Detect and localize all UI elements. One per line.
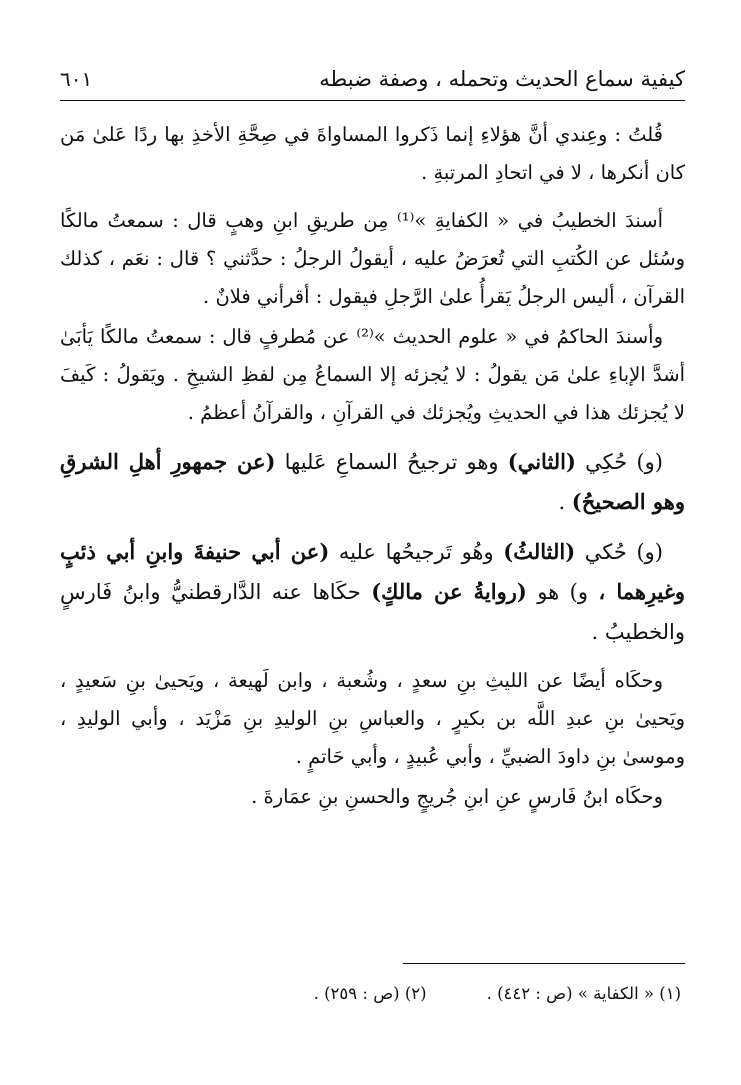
page-header	[60, 58, 685, 101]
paragraph-third-opinion	[60, 532, 685, 652]
paragraph-ibn-faris: وحكَاه ابنُ فَارسٍ عنِ ابنِ جُريجٍ والحسنِ بنِ عمَارةَ .	[251, 785, 663, 808]
paragraph-hakim: وأسندَ الحاكمُ في « علوم الحديث »⁽²⁾ عن مُطرفٍ قال : سمعتُ مالكًا يَأبَىٰ أشدَّ الإباءِ علىٰ مَن يقولُ : لا يُجزئه إلا السماعُ مِن لفظِ الشيخِ . ويَقولُ : كَيفَ لا يُجزئك هذا في الحديثِ ويُجزئك في القرآنِ ، والقرآنُ أعظمُ .	[60, 325, 685, 424]
main-text	[60, 116, 685, 826]
plain-text: و) هو	[526, 580, 599, 604]
bold-matn: (عن جمهورِ أهلِ الشرقِ وهو الصحيحُ)	[60, 449, 685, 514]
footnote-divider	[403, 963, 685, 964]
bold-matn: (روايةُ عن مالكٍ)	[371, 579, 527, 604]
paragraph-second-opinion	[60, 442, 685, 522]
paragraph-khatib: أسندَ الخطيبُ في « الكفايةِ »⁽¹⁾ مِن طريقِ ابنِ وهبٍ قال : سمعتُ مالكًا وسُئل عن الكُتبِ التي تُعرَضُ عليه ، أيقولُ الرجلُ : حدَّثني ؟ قال : نعَم ، كذلك القرآن ، أليس الرجلُ يَقرأُ علىٰ الرَّجلِ فيقول : أقرأني فلانٌ .	[60, 209, 685, 308]
paragraph-quote: قُلتُ : وعِندي أنَّ هؤلاءِ إنما ذَكروا المساواةَ في صِحَّةِ الأخذِ بها ردًا عَلىٰ مَن كان أنكرها ، لا في اتحادِ المرتبةِ .	[60, 123, 685, 184]
plain-text: وهُو تَرجيحُها عليه	[329, 540, 504, 564]
bold-matn: (الثالثُ)	[503, 539, 576, 564]
plain-text: (و) حُكِي	[575, 450, 663, 474]
plain-text: .	[558, 490, 572, 514]
footnote-2: (٢) (ص : ٢٥٩) .	[313, 984, 427, 1003]
running-title: كيفية سماع الحديث وتحمله ، وصفة ضبطه	[319, 67, 685, 91]
plain-text: (و) حُكي	[575, 540, 663, 564]
page-number: ٦٠١	[60, 67, 93, 91]
paragraph-laith: وحكَاه أيضًا عن الليثِ بنِ سعدٍ ، وشُعبة ، وابن لَهيعة ، ويَحيىٰ بنِ سَعيدٍ ، ويَحيىٰ بنِ عبدِ اللَّه بن بكيرٍ ، والعباسِ بنِ الوليدِ بنِ مَزْيَد ، وأبي الوليدِ ، وموسىٰ بنِ داودَ الضبيِّ ، وأبي عُبيدٍ ، وأبي حَاتمٍ .	[60, 669, 685, 768]
footnotes	[60, 984, 681, 1003]
bold-matn: (الثاني)	[507, 449, 576, 474]
bold-matn: (عن أبي حنيفةَ وابنِ أبي ذئبٍ وغيرِهما ،	[60, 539, 686, 604]
footnote-1: (١) « الكفاية » (ص : ٤٤٢) .	[486, 984, 681, 1003]
plain-text: وهو ترجيحُ السماعِ عَليها	[275, 450, 508, 474]
plain-text: حكَاها عنه الدَّارقطنيُّ وابنُ فَارسٍ والخطيبُ .	[60, 580, 685, 644]
